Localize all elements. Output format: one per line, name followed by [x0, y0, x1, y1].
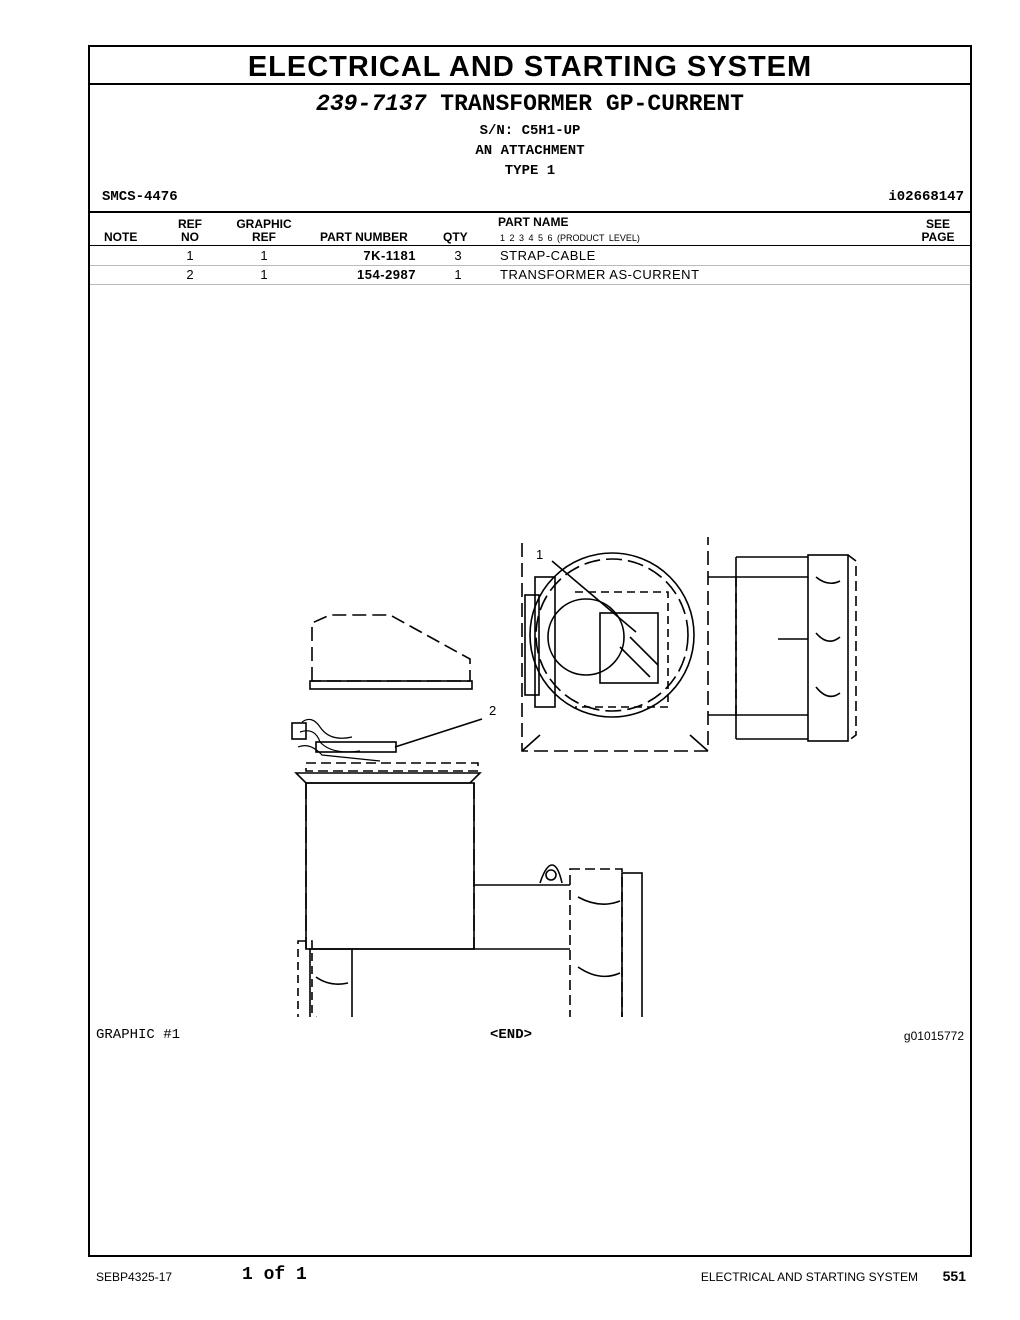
end-marker: <END> [490, 1027, 533, 1043]
page-frame [88, 45, 972, 1257]
generator-body [296, 773, 642, 1017]
callout-1-leader [552, 561, 636, 632]
col-part-number: PART NUMBER [320, 230, 408, 244]
col-part-name: PART NAME [498, 215, 569, 229]
col-graphic-bottom: REF [252, 230, 276, 244]
heading-part-number: 239-7137 [316, 91, 427, 117]
row-graphic-ref: 1 [260, 267, 268, 282]
type-label: TYPE 1 [504, 163, 556, 179]
graphic-id: g01015772 [903, 1029, 964, 1043]
info-reference: i02668147 [888, 189, 964, 205]
footer-page-of: 1 of 1 [242, 1265, 307, 1285]
current-transformer [292, 719, 478, 771]
callout-2-label: 2 [489, 703, 497, 718]
section-title: ELECTRICAL AND STARTING SYSTEM [247, 51, 813, 83]
col-ref-top: REF [178, 217, 202, 231]
product-levels: 1 2 3 4 5 6 (PRODUCT LEVEL) [500, 233, 640, 243]
section-title-bar [90, 47, 970, 85]
part-heading [90, 91, 970, 117]
end-view-assembly [522, 537, 856, 751]
footer-page-number: 551 [942, 1268, 966, 1284]
callout-1-label: 1 [536, 547, 544, 562]
row-part-name: STRAP-CABLE [500, 248, 596, 263]
row-part-number: 7K-1181 [363, 248, 416, 263]
footer-doc-id: SEBP4325-17 [96, 1270, 173, 1284]
footer-section: ELECTRICAL AND STARTING SYSTEM [700, 1270, 918, 1284]
row-part-name: TRANSFORMER AS-CURRENT [500, 267, 700, 282]
row-qty: 3 [454, 248, 462, 263]
row-qty: 1 [454, 267, 462, 282]
col-qty: QTY [443, 230, 468, 244]
table-row [90, 265, 970, 285]
serial-range: S/N: C5H1-UP [479, 123, 581, 139]
row-graphic-ref: 1 [260, 248, 268, 263]
heading-part-title: TRANSFORMER GP-CURRENT [440, 91, 744, 117]
col-ref-bottom: NO [181, 230, 199, 244]
col-see-top: SEE [925, 217, 950, 231]
row-ref-no: 2 [186, 267, 194, 282]
col-note: NOTE [104, 230, 138, 244]
row-ref-no: 1 [186, 248, 194, 263]
exploded-view-drawing [180, 537, 960, 1017]
table-row [90, 246, 970, 266]
table-top-rule [90, 211, 970, 213]
attachment-label: AN ATTACHMENT [475, 143, 585, 159]
cover-assembly [310, 615, 472, 689]
row-part-number: 154-2987 [357, 267, 416, 282]
smcs-code: SMCS-4476 [102, 189, 178, 205]
graphic-label: GRAPHIC #1 [96, 1027, 181, 1043]
col-see-bottom: PAGE [921, 230, 955, 244]
callout-2-leader [395, 719, 482, 747]
col-graphic-top: GRAPHIC [236, 217, 292, 231]
